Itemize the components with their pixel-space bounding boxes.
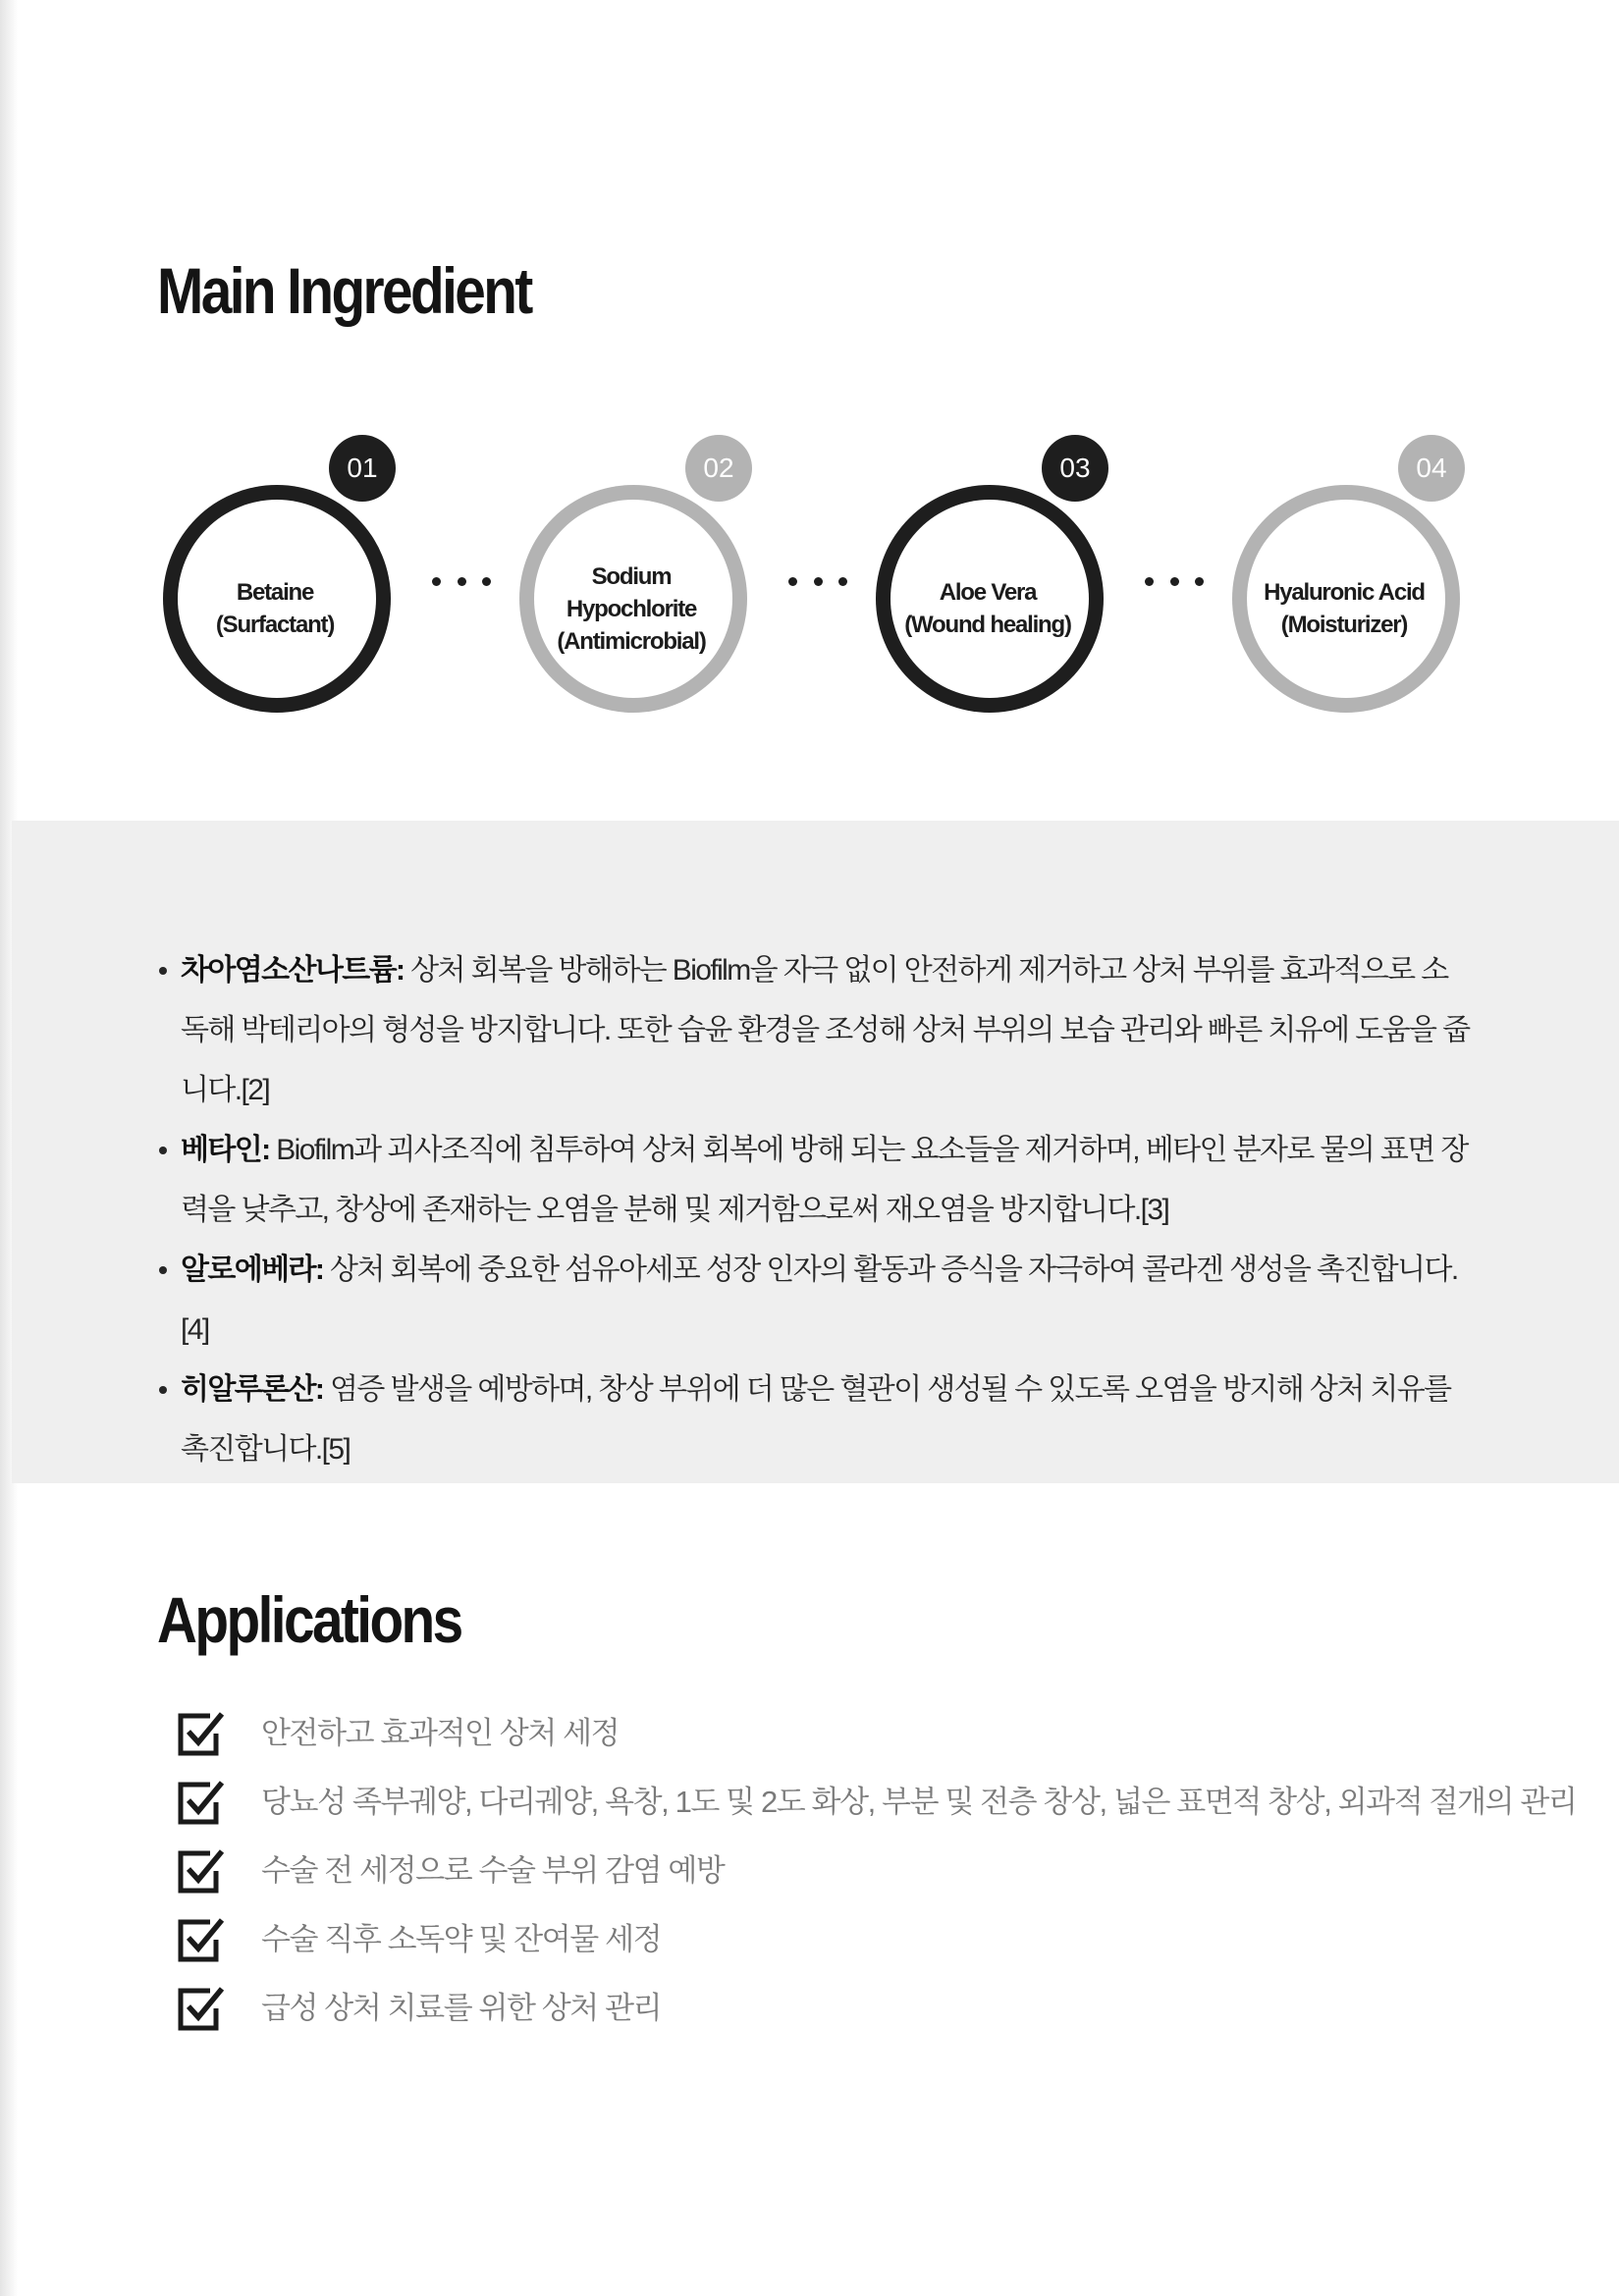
description-item	[157, 940, 1473, 1120]
application-item	[177, 1714, 1576, 1783]
application-item	[177, 1783, 1576, 1851]
ingredient-label	[191, 535, 358, 682]
ingredient-label-line: Hyaluronic Acid	[1264, 579, 1425, 606]
ellipsis-connector	[1145, 577, 1204, 591]
applications-list	[177, 1714, 1576, 2057]
description-item	[157, 1120, 1473, 1240]
checkbox-checked-icon	[177, 1710, 226, 1757]
ingredient-label	[904, 535, 1071, 682]
description-term: 차아염소산나트륨:	[181, 954, 405, 987]
description-text: 상처 회복을 방해하는 Biofilm을 자극 없이 안전하게 제거하고 상처 부위를 효과적으로 소독해 박테리아의 형성을 방지합니다. 또한 습윤 환경을 조성해 상처 부위의 보습 관리와 빠른 치유에 도움을 줍니다.[2]	[181, 954, 1470, 1106]
description-text: 염증 발생을 예방하며, 창상 부위에 더 많은 혈관이 생성될 수 있도록 오염을 방지해 상처 치유를 촉진합니다.[5]	[181, 1373, 1451, 1466]
section-title-main-ingredient: Main Ingredient	[157, 254, 531, 327]
ingredient-label-line: (Antimicrobial)	[557, 627, 706, 655]
ingredient-item	[1221, 437, 1486, 721]
application-text: 수술 전 세정으로 수술 부위 감염 예방	[261, 1853, 725, 1888]
ingredient-label-line: (Moisturizer)	[1280, 612, 1408, 638]
ingredient-label-line: Betaine	[236, 579, 314, 606]
ingredient-label	[1261, 535, 1428, 682]
ingredient-number: 01	[347, 453, 378, 483]
ingredient-row	[0, 0, 1619, 746]
description-text: 상처 회복에 중요한 섬유아세포 성장 인자의 활동과 증식을 자극하여 콜라겐 생성을 촉진합니다.[4]	[181, 1254, 1458, 1346]
application-text: 당뇨성 족부궤양, 다리궤양, 욕창, 1도 및 2도 화상, 부분 및 전층 창상, 넓은 표면적 창상, 외과적 절개의 관리	[261, 1785, 1577, 1819]
application-item	[177, 1989, 1576, 2057]
section-title-applications: Applications	[157, 1583, 461, 1656]
ingredient-item	[152, 437, 417, 721]
ingredient-number: 04	[1416, 453, 1447, 483]
ingredient-item	[865, 437, 1130, 721]
description-item	[157, 1240, 1473, 1360]
ingredient-number: 02	[703, 453, 734, 483]
ingredient-label	[548, 535, 715, 682]
description-term: 베타인:	[181, 1134, 270, 1166]
ingredient-label-line: Aloe Vera	[939, 579, 1037, 606]
description-term: 알로에베라:	[181, 1254, 324, 1286]
application-item	[177, 1920, 1576, 1989]
ingredient-item	[509, 437, 774, 721]
application-text: 안전하고 효과적인 상처 세정	[261, 1716, 620, 1750]
ellipsis-connector	[788, 577, 847, 591]
application-text: 급성 상처 치료를 위한 상처 관리	[261, 1991, 662, 2025]
ingredient-label-line: Sodium	[591, 562, 672, 590]
ingredient-description-list	[157, 940, 1473, 1479]
application-item	[177, 1851, 1576, 1920]
ingredient-label-line: Hypochlorite	[566, 595, 697, 622]
checkbox-checked-icon	[177, 1779, 226, 1826]
description-term: 히알루론산:	[181, 1373, 324, 1406]
application-text: 수술 직후 소독약 및 잔여물 세정	[261, 1922, 662, 1956]
checkbox-checked-icon	[177, 1916, 226, 1963]
ingredient-number: 03	[1059, 453, 1091, 483]
checkbox-checked-icon	[177, 1847, 226, 1895]
ellipsis-connector	[432, 577, 491, 591]
description-text: Biofilm과 괴사조직에 침투하여 상처 회복에 방해 되는 요소들을 제거하며, 베타인 분자로 물의 표면 장력을 낮추고, 창상에 존재하는 오염을 분해 및 제거함으로써 재오염을 방지합니다.[3]	[181, 1134, 1468, 1226]
checkbox-checked-icon	[177, 1985, 226, 2032]
ingredient-label-line: (Wound healing)	[904, 612, 1071, 638]
ingredient-label-line: (Surfactant)	[215, 612, 335, 638]
description-item	[157, 1360, 1473, 1479]
